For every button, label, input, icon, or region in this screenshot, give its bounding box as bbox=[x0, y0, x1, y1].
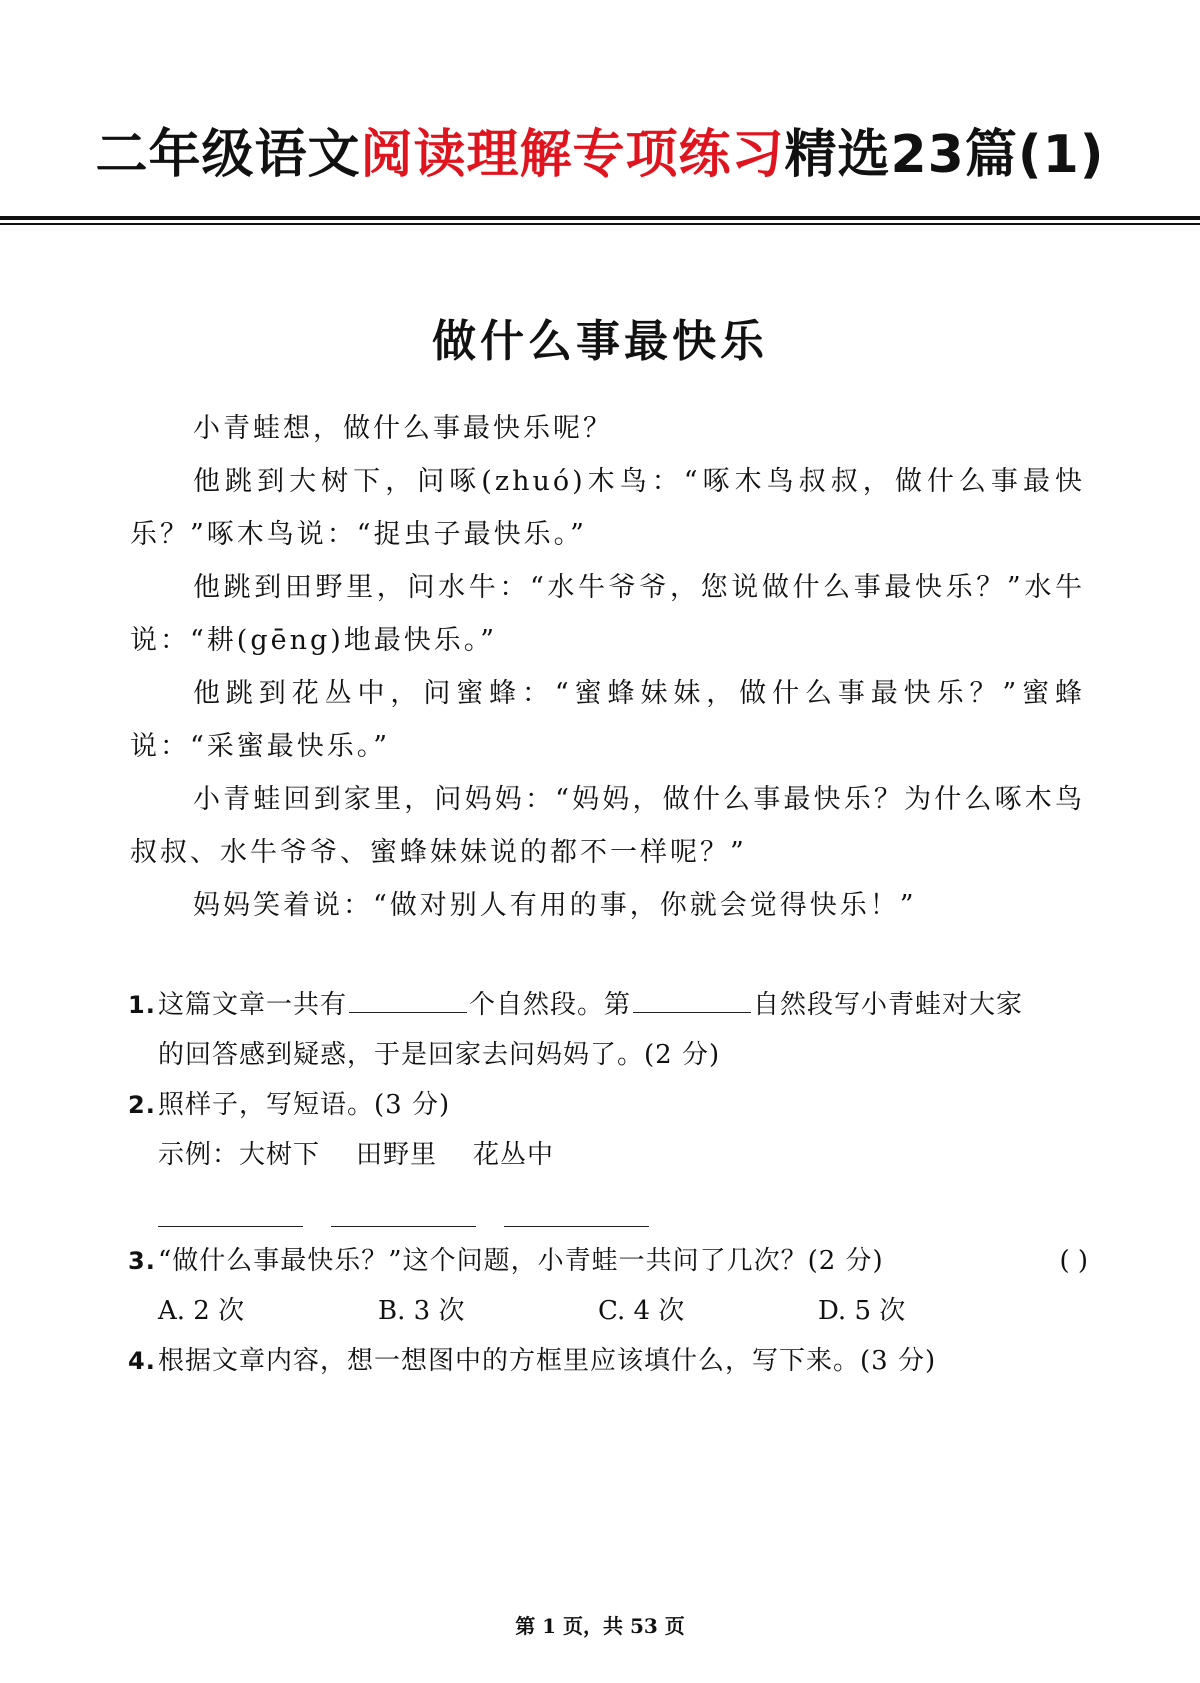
article-body bbox=[130, 402, 1085, 932]
header-rule-thin bbox=[0, 223, 1200, 225]
answer-parentheses[interactable]: ( ) bbox=[1059, 1246, 1088, 1276]
document-header-title bbox=[0, 112, 1200, 187]
header-title-part1: 二年级语文 bbox=[95, 125, 361, 185]
header-rule-thick bbox=[0, 216, 1200, 220]
question-text: 根据文章内容，想一想图中的方框里应该填什么，写下来。(3 分) bbox=[158, 1346, 937, 1376]
article-paragraph: 小青蛙回到家里，问妈妈：“妈妈，做什么事最快乐？为什么啄木鸟叔叔、水牛爷爷、蜜蜂妹妹说的都不一样呢？” bbox=[130, 784, 1085, 868]
example-word: 大树下 bbox=[239, 1140, 321, 1170]
article-paragraph: 妈妈笑着说：“做对别人有用的事，你就会觉得快乐！” bbox=[193, 890, 917, 921]
header-title-highlight: 阅读理解专项练习 bbox=[360, 125, 785, 185]
header-title-part3: 精选23篇(1) bbox=[784, 125, 1105, 185]
question-2 bbox=[128, 1080, 1088, 1130]
article-paragraph: 他跳到花丛中，问蜜蜂：“蜜蜂妹妹，做什么事最快乐？”蜜蜂说：“采蜜最快乐。” bbox=[130, 678, 1085, 762]
question-text: 自然段写小青蛙对大家 bbox=[753, 990, 1024, 1020]
question-1-continued: 的回答感到疑惑，于是回家去问妈妈了。(2 分) bbox=[158, 1040, 721, 1070]
answer-line[interactable] bbox=[158, 1180, 303, 1227]
question-number: 3. bbox=[128, 1247, 156, 1275]
question-number: 2. bbox=[128, 1091, 156, 1119]
article-title: 做什么事最快乐 bbox=[432, 316, 768, 367]
choice-option-c[interactable]: C. 4 次 bbox=[598, 1296, 685, 1326]
example-word: 田野里 bbox=[356, 1140, 438, 1170]
answer-line[interactable] bbox=[331, 1180, 476, 1227]
answer-blank[interactable] bbox=[633, 982, 751, 1013]
article-paragraph: 他跳到田野里，问水牛：“水牛爷爷，您说做什么事最快乐？”水牛说：“耕(gēng)地最快乐。” bbox=[130, 572, 1085, 656]
answer-lines bbox=[128, 1180, 1088, 1236]
answer-blank[interactable] bbox=[349, 982, 467, 1013]
question-number: 1. bbox=[128, 991, 156, 1019]
question-text: 个自然段。第 bbox=[469, 990, 632, 1020]
question-text: 这篇文章一共有 bbox=[158, 990, 348, 1020]
choice-option-b[interactable]: B. 3 次 bbox=[378, 1296, 465, 1326]
article-paragraph: 小青蛙想，做什么事最快乐呢？ bbox=[193, 413, 613, 444]
choice-option-a[interactable]: A. 2 次 bbox=[158, 1296, 245, 1326]
question-number: 4. bbox=[128, 1347, 156, 1375]
answer-line[interactable] bbox=[504, 1180, 649, 1227]
question-text: “做什么事最快乐？”这个问题，小青蛙一共问了几次？(2 分) bbox=[158, 1246, 884, 1276]
page-footer: 第 1 页，共 53 页 bbox=[515, 1614, 685, 1638]
question-1 bbox=[128, 980, 1088, 1030]
question-4 bbox=[128, 1336, 1088, 1386]
example-phrases bbox=[128, 1130, 1088, 1180]
article-paragraph: 他跳到大树下，问啄(zhuó)木鸟：“啄木鸟叔叔，做什么事最快乐？”啄木鸟说：“捉虫子最快乐。” bbox=[130, 466, 1085, 550]
question-3 bbox=[128, 1236, 1088, 1286]
choice-option-d[interactable]: D. 5 次 bbox=[818, 1296, 906, 1326]
question-section bbox=[128, 980, 1088, 1386]
choice-options bbox=[128, 1286, 1088, 1336]
question-text: 照样子，写短语。(3 分) bbox=[158, 1090, 451, 1120]
example-word: 花丛中 bbox=[473, 1140, 555, 1170]
example-label: 示例： bbox=[158, 1140, 240, 1170]
